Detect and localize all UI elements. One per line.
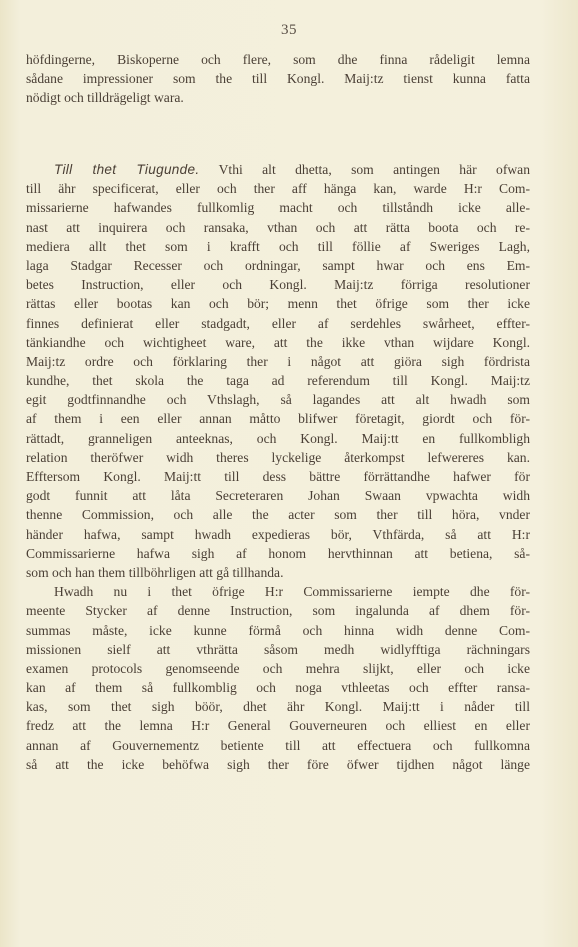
page-number: 35: [281, 22, 297, 38]
text-line: nast att inquirera och ransaka, vthan och att rätta boota och re-: [26, 219, 530, 235]
text-line: godt funnit att låta Secreteraren Johan Swaan vpwachta widh: [26, 488, 530, 504]
text-line: höfdingerne, Biskoperne och flere, som dhe finna rådeligit lemna: [26, 52, 530, 67]
text-line: tänkiandhe och wichtigheet ware, att the ikke vthan wijdare Kongl.: [26, 334, 530, 350]
text-line: till ähr specificerat, eller och ther aff hänga kan, warde H:r Com-: [26, 181, 530, 197]
text-line: af them i een eller annan måtto blifwer företagit, giordt och för-: [26, 411, 530, 427]
text-line: annan af Gouvernementz betiente till att effectuera och fullkomna: [26, 737, 530, 753]
text-line: kundhe, thet skola the taga ad referendum till Kongl. Maij:tz: [26, 373, 530, 389]
text-line: Efftersom Kongl. Maij:tt till dess bättre förrättandhe hafwer för: [26, 469, 530, 484]
text-line: laga Stadgar Recesser och ordningar, sampt hwar och ens Em-: [26, 257, 530, 273]
text-line: kan af them så fullkomblig och noga vthleetas och effter ransa-: [26, 680, 530, 696]
text-line: finnes definierat eller stadgadt, eller af serdehles swårheet, effter-: [26, 315, 530, 331]
text-line: Maij:tz ordre och förklaring ther i något att giöra sigh fördrista: [26, 353, 530, 369]
text-line: thenne Commission, och alle the acter som ther till höra, vnder: [26, 507, 530, 523]
section-heading: Till thet Tiugunde.: [54, 162, 200, 177]
text-line-rest: Vthi alt dhetta, som antingen här ofwan: [218, 162, 531, 177]
text-line: nödigt och tilldrägeligt wara.: [26, 90, 184, 106]
text-line: så att the icke behöfwa sigh ther före öfwer tijdhen något länge: [26, 756, 530, 772]
text-line: examen protocols genomseende och mehra slijkt, eller och icke: [26, 660, 530, 676]
text-line: mediera allt thet som i krafft och till föllie af Sweriges Lagh,: [26, 238, 530, 254]
text-line: kas, som thet sigh böör, dhet ähr Kongl. Maij:tt i nåder till: [26, 699, 530, 715]
text-line: rättas eller bootas kan och bör; menn thet öfrige som ther icke: [26, 296, 530, 312]
text-line: egit godtfinnandhe och Vthslagh, så lagandes att alt hwadh som: [26, 392, 530, 408]
text-line: rättadt, granneligen anteeknas, och Kongl. Maij:tt en fullkombligh: [26, 430, 530, 446]
text-line-indented: [26, 582, 530, 601]
paragraph-3-first-line: Hwadh nu i thet öfrige H:r Commissarierne iempte dhe för-: [54, 584, 530, 600]
text-line: fredz att the lemna H:r General Gouverneuren och elliest en eller: [26, 718, 530, 734]
text-line: sådane impressioner som the till Kongl. Maij:tz tienst kunna fatta: [26, 71, 530, 87]
text-line: Commissarierne hafwa sigh af honom hervthinnan att betiena, så-: [26, 545, 530, 561]
text-line: som och han them tillböhrligen att gå tillhanda.: [26, 564, 284, 580]
paragraph-1: [26, 50, 530, 108]
text-line: summas måste, icke kunne förmå och hinna widh denne Com-: [26, 622, 530, 638]
text-line: betes Instruction, eller och Kongl. Maij:tz förriga resolutioner: [26, 277, 530, 293]
text-line: relation theröfwer widh theres lyckelige återkompst lefwereres kan.: [26, 449, 530, 465]
text-line: missarierne hafwandes fullkomlig macht och tillståndh icke alle-: [26, 200, 530, 216]
text-line: händer hafwa, sampt hwadh expedieras bör, Vthfärda, så att H:r: [26, 526, 530, 542]
text-line: meente Stycker af denne Instruction, som ingalunda af dhem för-: [26, 603, 530, 619]
paragraph-2: [26, 160, 530, 774]
text-line-heading: [26, 160, 530, 179]
text-line: missionen sielf att vthrätta såsom medh widlyfftiga rächningars: [26, 641, 530, 657]
